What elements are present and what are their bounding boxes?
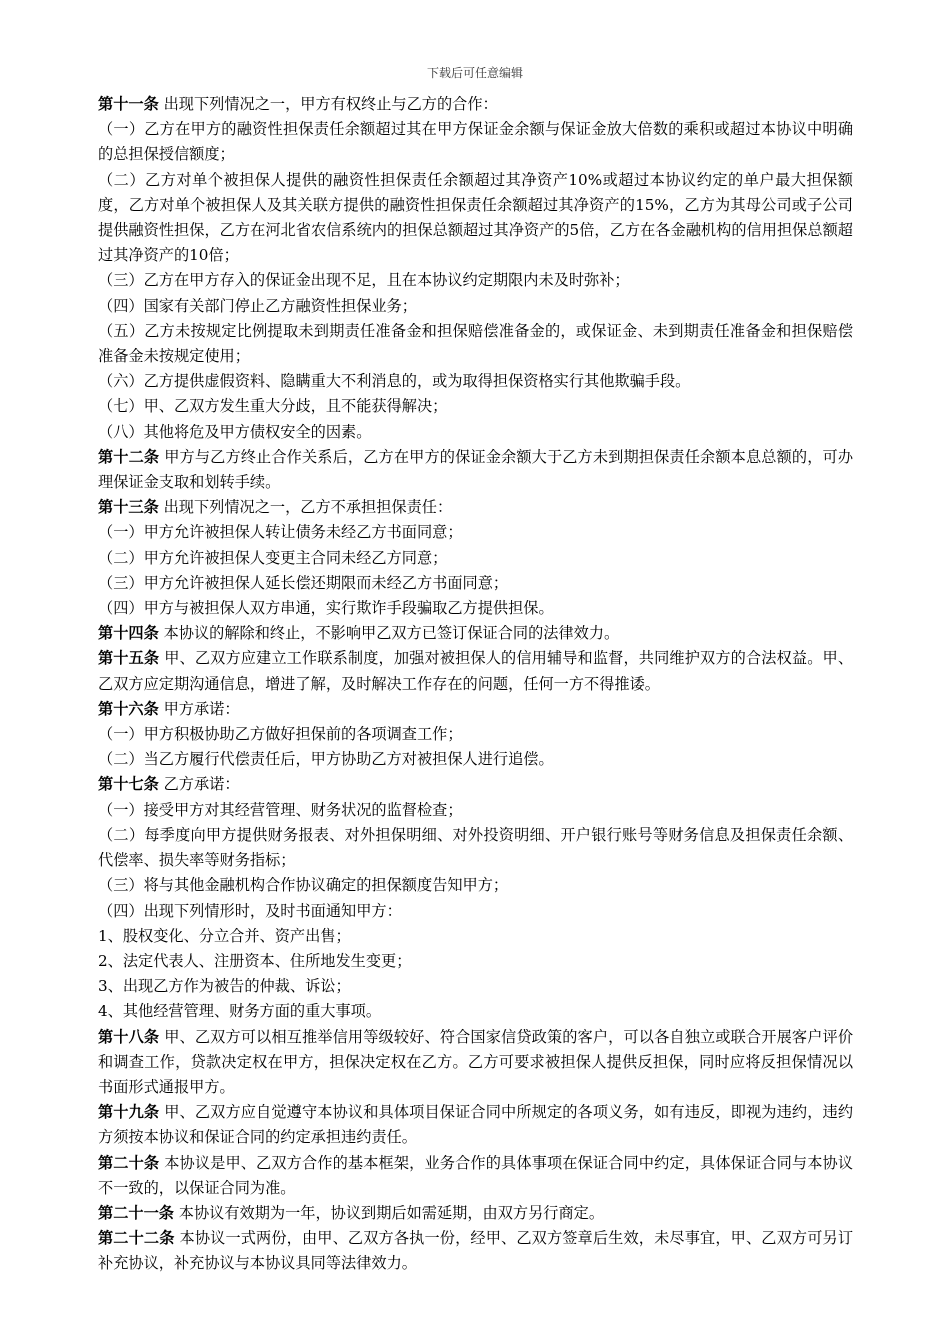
paragraph-text: 甲、乙双方可以相互推举信用等级较好、符合国家信贷政策的客户，可以各自独立或联合开展客户评价和调查工作，贷款决定权在甲方，担保决定权在乙方。乙方可要求被担保人提供反担保，同时应将反担保情况以书面形式通报甲方。 <box>98 1027 854 1096</box>
paragraph-text: （一）接受甲方对其经营管理、财务状况的监督检查； <box>98 800 463 819</box>
clause-paragraph <box>98 823 853 873</box>
clause-paragraph <box>98 974 853 999</box>
article-paragraph <box>98 1201 853 1226</box>
article-paragraph <box>98 646 853 696</box>
clause-paragraph <box>98 520 853 545</box>
clause-paragraph <box>98 394 853 419</box>
paragraph-text: （七）甲、乙双方发生重大分歧，且不能获得解决； <box>98 397 448 416</box>
paragraph-text: （八）其他将危及甲方债权安全的因素。 <box>98 422 372 441</box>
paragraph-text: （一）乙方在甲方的融资性担保责任余额超过其在甲方保证金余额与保证金放大倍数的乘积或超过本协议中明确的总担保授信额度； <box>98 120 853 164</box>
article-paragraph <box>98 1226 853 1276</box>
paragraph-text: （四）甲方与被担保人双方串通，实行欺诈手段骗取乙方提供担保。 <box>98 599 554 618</box>
paragraph-text: （二）每季度向甲方提供财务报表、对外担保明细、对外投资明细、开户银行账号等财务信息及担保责任余额、代偿率、损失率等财务指标； <box>98 825 853 870</box>
clause-paragraph <box>98 268 853 293</box>
clause-paragraph <box>98 369 853 394</box>
article-paragraph <box>98 621 853 646</box>
clause-paragraph <box>98 571 853 596</box>
paragraph-text: 本协议的解除和终止，不影响甲乙双方已签订保证合同的法律效力。 <box>158 624 620 643</box>
clause-paragraph <box>98 596 853 621</box>
article-number: 第十一条 <box>98 95 159 113</box>
paragraph-text: 甲方承诺： <box>158 699 240 718</box>
clause-paragraph <box>98 117 853 167</box>
paragraph-text: （二）当乙方履行代偿责任后，甲方协助乙方对被担保人进行追偿。 <box>98 750 554 769</box>
clause-paragraph <box>98 798 853 823</box>
clause-paragraph <box>98 899 853 924</box>
paragraph-text: （四）出现下列情形时，及时书面通知甲方： <box>98 901 402 920</box>
paragraph-text: 甲、乙双方应自觉遵守本协议和具体项目保证合同中所规定的各项义务，如有违反，即视为违约，违约方须按本协议和保证合同的约定承担违约责任。 <box>98 1103 854 1147</box>
paragraph-text: （二）甲方允许被担保人变更主合同未经乙方同意； <box>98 548 448 567</box>
paragraph-text: 乙方承诺： <box>158 775 240 794</box>
article-number: 第十二条 <box>98 447 160 466</box>
clause-paragraph <box>98 168 853 269</box>
paragraph-text: 本协议是甲、乙双方合作的基本框架，业务合作的具体事项在保证合同中约定，具体保证合同与本协议不一致的，以保证合同为准。 <box>98 1153 854 1197</box>
paragraph-text: （三）乙方在甲方存入的保证金出现不足，且在本协议约定期限内未及时弥补； <box>98 271 630 290</box>
article-paragraph <box>98 1151 853 1201</box>
clause-paragraph <box>98 319 853 369</box>
article-paragraph <box>98 445 853 495</box>
clause-paragraph <box>98 546 853 571</box>
paragraph-text: 4、其他经营管理、财务方面的重大事项。 <box>98 1002 382 1021</box>
article-paragraph <box>98 697 853 722</box>
paragraph-text: 甲、乙双方应建立工作联系制度，加强对被担保人的信用辅导和监督，共同维护双方的合法权益。甲、乙双方应定期沟通信息，增进了解，及时解决工作存在的问题，任何一方不得推诿。 <box>98 649 854 693</box>
paragraph-text: 1、股权变化、分立合并、资产出售； <box>98 926 351 945</box>
article-number: 第十四条 <box>98 624 159 643</box>
paragraph-text: 本协议有效期为一年，协议到期后如需延期，由双方另行商定。 <box>173 1203 605 1222</box>
article-number: 第十五条 <box>98 649 160 668</box>
paragraph-text: （一）甲方允许被担保人转让债务未经乙方书面同意； <box>98 523 463 542</box>
clause-paragraph <box>98 420 853 445</box>
clause-paragraph <box>98 924 853 949</box>
article-number: 第十七条 <box>98 775 159 794</box>
page-header: 下载后可任意编辑 <box>426 66 523 80</box>
paragraph-text: 3、出现乙方作为被告的仲裁、诉讼； <box>98 977 351 996</box>
clause-paragraph <box>98 294 853 319</box>
paragraph-text: （三）甲方允许被担保人延长偿还期限而未经乙方书面同意； <box>98 573 509 592</box>
article-number: 第十九条 <box>98 1103 160 1122</box>
paragraph-text: 甲方与乙方终止合作关系后，乙方在甲方的保证金余额大于乙方未到期担保责任余额本息总额的，可办理保证金支取和划转手续。 <box>98 447 854 492</box>
clause-paragraph <box>98 999 853 1024</box>
paragraph-text: （二）乙方对单个被担保人提供的融资性担保责任余额超过其净资产10%或超过本协议约定的单户最大担保额度，乙方对单个被担保人及其关联方提供的融资性担保责任余额超过其净资产的15%，乙方为其母公司或子公司提供融资性担保，乙方在河北省农信系统内的担保总额超过其净资产的5倍，乙方在各金融机构的信用担保总额超过其净资产的10倍； <box>98 170 853 265</box>
paragraph-text: （六）乙方提供虚假资料、隐瞒重大不利消息的，或为取得担保资格实行其他欺骗手段。 <box>98 372 691 391</box>
paragraph-text: （五）乙方未按规定比例提取未到期责任准备金和担保赔偿准备金的，或保证金、未到期责任准备金和担保赔偿准备金未按规定使用； <box>98 321 853 366</box>
document-body <box>98 92 853 1277</box>
article-number: 第二十一条 <box>98 1203 174 1222</box>
paragraph-text: （三）将与其他金融机构合作协议确定的担保额度告知甲方； <box>98 876 509 895</box>
article-paragraph <box>98 1100 853 1150</box>
clause-paragraph <box>98 747 853 772</box>
paragraph-text: 出现下列情况之一，甲方有权终止与乙方的合作： <box>158 95 498 113</box>
paragraph-text: 出现下列情况之一，乙方不承担担保责任： <box>158 498 453 517</box>
clause-paragraph <box>98 722 853 747</box>
article-paragraph <box>98 772 853 797</box>
article-number: 第二十条 <box>98 1153 160 1172</box>
article-number: 第十三条 <box>98 498 159 517</box>
clause-paragraph <box>98 873 853 898</box>
paragraph-text: 2、法定代表人、注册资本、住所地发生变更； <box>98 951 412 970</box>
article-paragraph <box>98 92 853 117</box>
article-number: 第十六条 <box>98 699 159 718</box>
clause-paragraph <box>98 949 853 974</box>
article-number: 第十八条 <box>98 1027 160 1046</box>
article-paragraph <box>98 1025 853 1101</box>
paragraph-text: （四）国家有关部门停止乙方融资性担保业务； <box>98 296 417 315</box>
article-paragraph <box>98 495 853 520</box>
article-number: 第二十二条 <box>98 1229 175 1248</box>
paragraph-text: 本协议一式两份，由甲、乙双方各执一份，经甲、乙双方签章后生效，未尽事宜，甲、乙双方可另订补充协议，补充协议与本协议具同等法律效力。 <box>98 1229 854 1273</box>
paragraph-text: （一）甲方积极协助乙方做好担保前的各项调查工作； <box>98 725 463 744</box>
